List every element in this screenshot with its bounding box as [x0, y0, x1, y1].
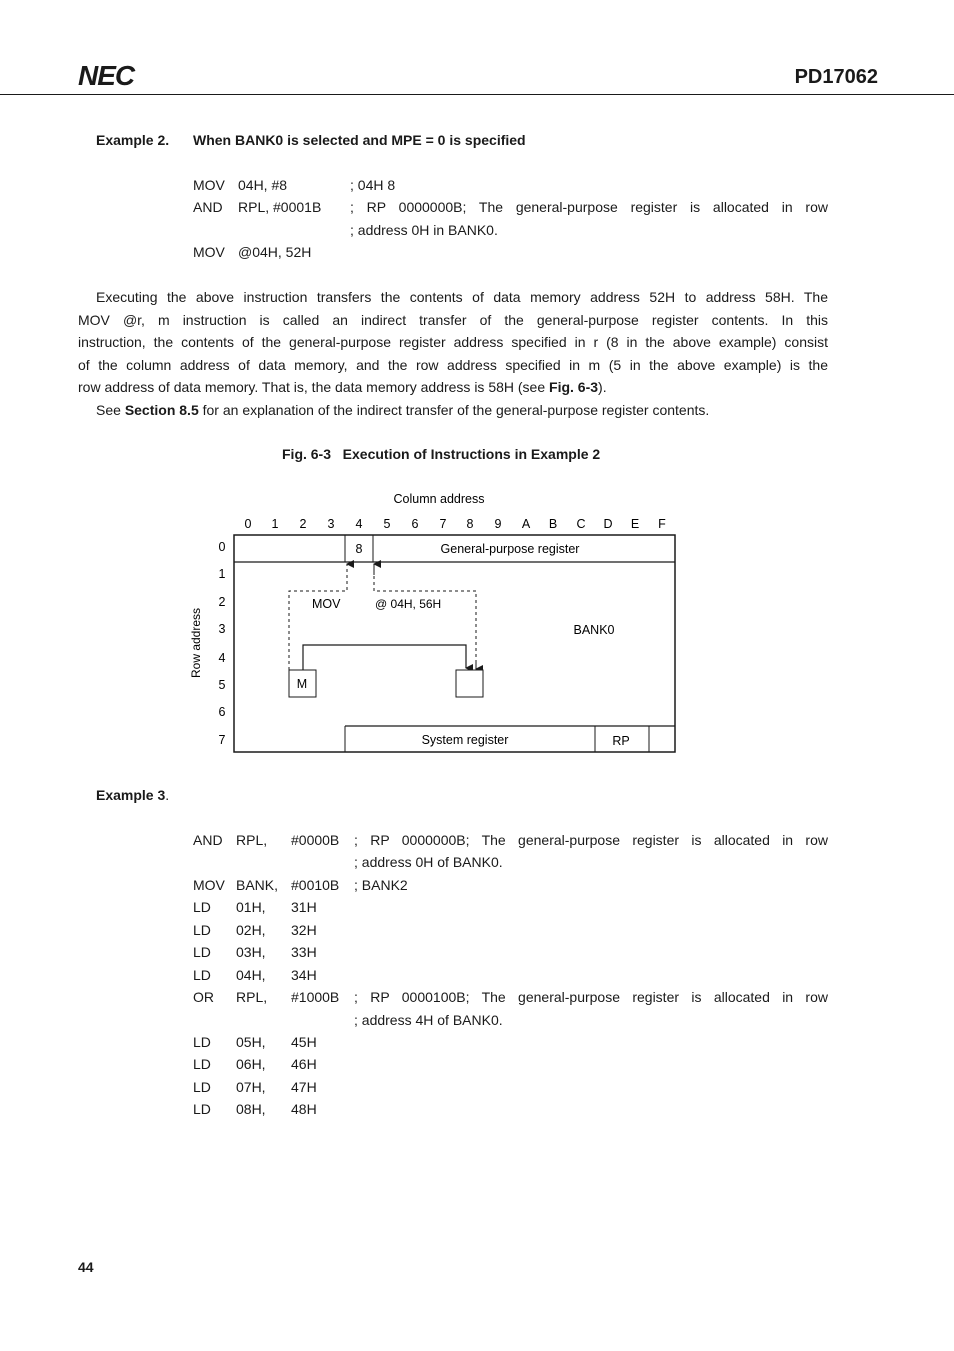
- code-op: LD: [193, 967, 211, 983]
- code-arg: 02H,: [236, 922, 266, 938]
- column-label: 5: [383, 517, 391, 531]
- column-label: 7: [439, 517, 447, 531]
- code-op: OR: [193, 989, 214, 1005]
- code-args: 04H, #8: [238, 177, 288, 193]
- column-label: 9: [494, 517, 502, 531]
- column-label: 1: [271, 517, 279, 531]
- row-label: 6: [218, 705, 226, 719]
- column-label: 3: [327, 517, 335, 531]
- code-arg: 08H,: [236, 1101, 266, 1117]
- column-label: E: [630, 517, 640, 531]
- section-reference: Section 8.5: [124, 401, 199, 418]
- row-label: 7: [218, 733, 226, 747]
- code-arg: 07H,: [236, 1079, 266, 1095]
- code-op: LD: [193, 1034, 211, 1050]
- column-label: 8: [466, 517, 474, 531]
- code-arg: #1000B: [291, 989, 340, 1005]
- column-label: 6: [411, 517, 419, 531]
- example3-heading: [96, 787, 169, 803]
- code-arg: 01H,: [236, 899, 266, 915]
- code-arg: 03H,: [236, 944, 266, 960]
- code-arg: 04H,: [236, 967, 266, 983]
- paragraph-line: instruction, the contents of the general-purpose register address specified in r (8 in the above example) consist: [78, 334, 828, 350]
- sysreg-label: System register: [421, 733, 509, 747]
- fig-reference: Fig. 6-3: [549, 379, 599, 395]
- code-op: MOV: [193, 177, 225, 193]
- bank0-box: [234, 535, 675, 752]
- column-label: A: [521, 517, 531, 531]
- code-op: LD: [193, 922, 211, 938]
- code-arg: #0010B: [291, 877, 340, 893]
- example3-label: Example 3: [96, 787, 166, 803]
- code-op: MOV: [193, 244, 225, 260]
- code-args: @04H, 52H: [238, 244, 312, 260]
- column-label: B: [548, 517, 558, 531]
- code-comment: ; address 4H of BANK0.: [354, 1012, 503, 1028]
- code-arg: 46H: [291, 1056, 317, 1072]
- code-comment: ; address 0H of BANK0.: [354, 854, 503, 870]
- row-label: 4: [218, 651, 226, 665]
- operand-label: @ 04H, 56H: [375, 597, 442, 611]
- column-label: C: [576, 517, 586, 531]
- destination-cell: [456, 670, 483, 697]
- cell-8-label: 8: [355, 542, 363, 556]
- code-op: MOV: [193, 877, 225, 893]
- row-label: 2: [218, 595, 226, 609]
- example2-label: Example 2.: [96, 132, 170, 148]
- page-number: 44: [78, 1259, 94, 1275]
- paragraph-text: row address of data memory. That is, the data memory address is 58H (see: [78, 379, 550, 395]
- row-label: 0: [218, 540, 226, 554]
- column-label: 2: [299, 517, 307, 531]
- code-op: LD: [193, 1079, 211, 1095]
- code-arg: BANK,: [236, 877, 279, 893]
- code-args: RPL, #0001B: [238, 199, 322, 215]
- code-op: LD: [193, 944, 211, 960]
- code-arg: 31H: [291, 899, 317, 915]
- row-label: 3: [218, 622, 226, 636]
- code-arg: 05H,: [236, 1034, 266, 1050]
- code-op: AND: [193, 199, 223, 215]
- example3-label-suffix: .: [165, 787, 170, 803]
- paragraph-line: Executing the above instruction transfers the contents of data memory address 52H to address 58H. The: [96, 289, 828, 305]
- column-label: D: [603, 517, 613, 531]
- code-arg: 34H: [291, 967, 317, 983]
- transfer-arrow: [303, 645, 466, 670]
- paragraph-text: for an explanation of the indirect transfer of the general-purpose register contents.: [198, 401, 710, 418]
- code-arg: 47H: [291, 1079, 317, 1095]
- column-labels: [245, 517, 667, 531]
- dashed-arrow-r-to-dest: [374, 564, 476, 668]
- column-address-title: Column address: [393, 492, 485, 506]
- code-comment: ; address 0H in BANK0.: [350, 222, 498, 238]
- code-arg: 45H: [291, 1034, 317, 1050]
- code-arg: #0000B: [291, 832, 340, 848]
- figure-caption: Fig. 6-3 Execution of Instructions in Example 2: [282, 446, 601, 462]
- paragraph-line: of the column address of data memory, and the row address specified in m (5 in the above example) is the: [78, 356, 828, 373]
- code-comment: ; RP 0000000B; The general-purpose register is allocated in row: [350, 199, 828, 215]
- code-arg: RPL,: [236, 989, 268, 1005]
- code-comment: ; RP 0000100B; The general-purpose register is allocated in row: [354, 989, 828, 1005]
- paragraph-text: ).: [598, 379, 607, 395]
- code-op: LD: [193, 1056, 211, 1072]
- code-op: LD: [193, 1101, 211, 1117]
- column-label: 4: [355, 517, 363, 531]
- code-arg: 48H: [291, 1101, 317, 1117]
- rp-label: RP: [612, 734, 630, 748]
- code-comment: ; BANK2: [354, 877, 408, 893]
- code-op: AND: [193, 832, 223, 848]
- code-arg: 33H: [291, 944, 317, 960]
- mov-label: MOV: [312, 597, 341, 611]
- code-op: LD: [193, 899, 211, 915]
- code-comment: ; 04H 8: [350, 177, 396, 193]
- code-comment: ; RP 0000000B; The general-purpose register is allocated in row: [354, 832, 828, 848]
- bank-label: BANK0: [573, 623, 615, 637]
- code-arg: RPL,: [236, 832, 268, 848]
- row-labels: [219, 540, 226, 747]
- gpr-label: General-purpose register: [440, 542, 580, 556]
- nec-logo: NEC: [78, 60, 135, 91]
- row-label: 1: [218, 567, 226, 581]
- column-label: 0: [244, 517, 252, 531]
- paragraph-line: MOV @r, m instruction is called an indirect transfer of the general-purpose register contents. In this: [78, 311, 828, 328]
- code-arg: 06H,: [236, 1056, 266, 1072]
- row-address-title: Row address: [189, 607, 203, 679]
- m-label: M: [296, 677, 308, 691]
- product-title: PD17062: [794, 66, 878, 88]
- row-label: 5: [218, 678, 226, 692]
- paragraph-text: See: [96, 401, 125, 418]
- code-arg: 32H: [291, 922, 317, 938]
- column-label: F: [658, 517, 666, 531]
- dashed-arrow-m-to-r: [289, 564, 347, 670]
- example2-title: When BANK0 is selected and MPE = 0 is specified: [193, 132, 526, 148]
